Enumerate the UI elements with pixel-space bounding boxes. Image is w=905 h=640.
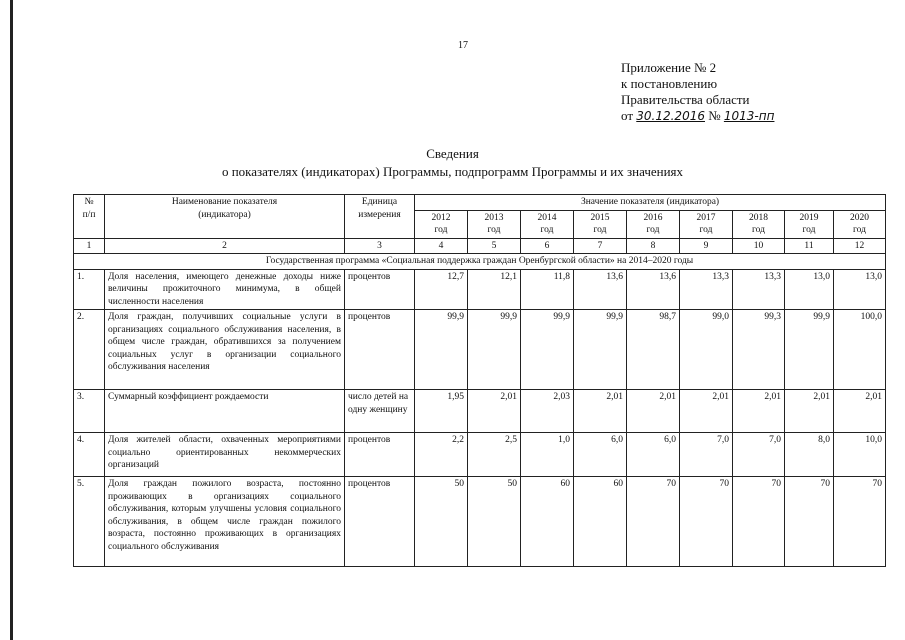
value-cell: 99,9 bbox=[521, 310, 574, 390]
value-cell: 100,0 bbox=[834, 310, 886, 390]
value-cell: 70 bbox=[785, 477, 834, 567]
table-row bbox=[74, 310, 886, 390]
value-cell: 12,7 bbox=[415, 269, 468, 310]
value-cell: 99,0 bbox=[680, 310, 733, 390]
appendix-line-1: Приложение № 2 bbox=[621, 60, 717, 75]
value-cell: 99,9 bbox=[574, 310, 627, 390]
unit-cell: процентов bbox=[345, 269, 415, 310]
value-cell: 99,3 bbox=[733, 310, 785, 390]
number-prefix: № bbox=[708, 108, 721, 123]
column-number: 9 bbox=[680, 238, 733, 254]
value-cell: 8,0 bbox=[785, 433, 834, 477]
header-year: 2019 год bbox=[785, 210, 834, 238]
row-number: 5. bbox=[74, 477, 105, 567]
column-number: 7 bbox=[574, 238, 627, 254]
indicator-name: Доля граждан пожилого возраста, постоянно проживающих в организациях социального обслуживания, которым улучшены условия социального обслуживания, в общем числе граждан пожилого возраста, постоянно проживающих в организациях социального обслуживания bbox=[105, 477, 345, 567]
value-cell: 2,01 bbox=[785, 390, 834, 433]
value-cell: 13,6 bbox=[627, 269, 680, 310]
value-cell: 70 bbox=[834, 477, 886, 567]
value-cell: 99,9 bbox=[468, 310, 521, 390]
value-cell: 10,0 bbox=[834, 433, 886, 477]
indicator-name: Доля граждан, получивших социальные услуги в организациях социального обслуживания населения, в общем числе граждан, обратившихся за получением социальных услуг в организации социального обслуживания населения bbox=[105, 310, 345, 390]
header-year: 2016 год bbox=[627, 210, 680, 238]
value-cell: 13,3 bbox=[733, 269, 785, 310]
indicators-table bbox=[73, 194, 886, 567]
value-cell: 2,01 bbox=[627, 390, 680, 433]
column-number: 4 bbox=[415, 238, 468, 254]
row-number: 4. bbox=[74, 433, 105, 477]
value-cell: 6,0 bbox=[627, 433, 680, 477]
document-title bbox=[0, 145, 905, 181]
unit-cell: процентов bbox=[345, 433, 415, 477]
unit-cell: число детей на одну женщину bbox=[345, 390, 415, 433]
table-row bbox=[74, 433, 886, 477]
value-cell: 2,2 bbox=[415, 433, 468, 477]
value-cell: 2,01 bbox=[680, 390, 733, 433]
row-number: 2. bbox=[74, 310, 105, 390]
appendix-line-3: Правительства области bbox=[621, 92, 750, 107]
header-year: 2013 год bbox=[468, 210, 521, 238]
value-cell: 99,9 bbox=[785, 310, 834, 390]
header-name: Наименование показателя (индикатора) bbox=[105, 195, 345, 239]
column-number: 10 bbox=[733, 238, 785, 254]
column-number: 3 bbox=[345, 238, 415, 254]
value-cell: 1,0 bbox=[521, 433, 574, 477]
header-value-group: Значение показателя (индикатора) bbox=[415, 195, 886, 211]
scan-edge-bar bbox=[10, 0, 13, 640]
column-numbers-row bbox=[74, 238, 886, 254]
column-number: 6 bbox=[521, 238, 574, 254]
column-number: 8 bbox=[627, 238, 680, 254]
value-cell: 11,8 bbox=[521, 269, 574, 310]
decree-date: 30.12.2016 bbox=[636, 109, 705, 123]
title-line-2: о показателях (индикаторах) Программы, подпрограмм Программы и их значениях bbox=[221, 164, 684, 179]
value-cell: 60 bbox=[574, 477, 627, 567]
value-cell: 60 bbox=[521, 477, 574, 567]
title-line-1: Сведения bbox=[426, 146, 479, 161]
date-prefix: от bbox=[621, 108, 634, 123]
value-cell: 70 bbox=[680, 477, 733, 567]
header-year: 2012 год bbox=[415, 210, 468, 238]
indicator-name: Суммарный коэффициент рождаемости bbox=[105, 390, 345, 433]
value-cell: 7,0 bbox=[680, 433, 733, 477]
row-number: 3. bbox=[74, 390, 105, 433]
indicator-name: Доля населения, имеющего денежные доходы ниже величины прожиточного минимума, в общей численности населения bbox=[105, 269, 345, 310]
table-row bbox=[74, 390, 886, 433]
column-number: 2 bbox=[105, 238, 345, 254]
value-cell: 12,1 bbox=[468, 269, 521, 310]
value-cell: 2,01 bbox=[574, 390, 627, 433]
value-cell: 99,9 bbox=[415, 310, 468, 390]
header-year: 2020 год bbox=[834, 210, 886, 238]
column-number: 11 bbox=[785, 238, 834, 254]
value-cell: 2,03 bbox=[521, 390, 574, 433]
decree-number: 1013-пп bbox=[723, 109, 775, 123]
value-cell: 13,3 bbox=[680, 269, 733, 310]
header-unit: Единица измерения bbox=[345, 195, 415, 239]
unit-cell: процентов bbox=[345, 310, 415, 390]
value-cell: 1,95 bbox=[415, 390, 468, 433]
header-year: 2014 год bbox=[521, 210, 574, 238]
header-num: № п/п bbox=[74, 195, 105, 239]
value-cell: 50 bbox=[415, 477, 468, 567]
program-title: Государственная программа «Социальная поддержка граждан Оренбургской области» на 2014–2020 годы bbox=[74, 254, 886, 270]
value-cell: 13,6 bbox=[574, 269, 627, 310]
value-cell: 2,01 bbox=[733, 390, 785, 433]
value-cell: 7,0 bbox=[733, 433, 785, 477]
column-number: 5 bbox=[468, 238, 521, 254]
value-cell: 13,0 bbox=[785, 269, 834, 310]
value-cell: 2,01 bbox=[468, 390, 521, 433]
header-year: 2017 год bbox=[680, 210, 733, 238]
value-cell: 6,0 bbox=[574, 433, 627, 477]
page-number: 17 bbox=[458, 40, 468, 51]
value-cell: 70 bbox=[627, 477, 680, 567]
unit-cell: процентов bbox=[345, 477, 415, 567]
table-row bbox=[74, 269, 886, 310]
value-cell: 50 bbox=[468, 477, 521, 567]
value-cell: 2,01 bbox=[834, 390, 886, 433]
program-title-row bbox=[74, 254, 886, 270]
column-number: 1 bbox=[74, 238, 105, 254]
column-number: 12 bbox=[834, 238, 886, 254]
header-year: 2018 год bbox=[733, 210, 785, 238]
indicator-name: Доля жителей области, охваченных мероприятиями социально ориентированных некоммерческих организаций bbox=[105, 433, 345, 477]
value-cell: 2,5 bbox=[468, 433, 521, 477]
header-year: 2015 год bbox=[574, 210, 627, 238]
appendix-date-line bbox=[621, 108, 774, 124]
appendix-line-2: к постановлению bbox=[621, 76, 718, 91]
appendix-block bbox=[621, 60, 774, 124]
table-row bbox=[74, 477, 886, 567]
value-cell: 98,7 bbox=[627, 310, 680, 390]
value-cell: 70 bbox=[733, 477, 785, 567]
row-number: 1. bbox=[74, 269, 105, 310]
value-cell: 13,0 bbox=[834, 269, 886, 310]
